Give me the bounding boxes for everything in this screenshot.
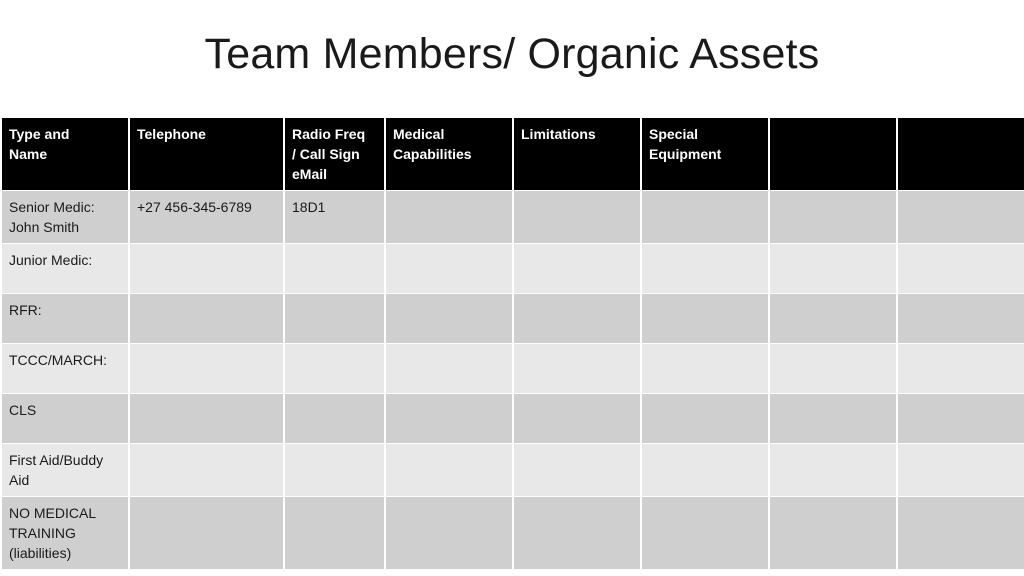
cell-medical-capabilities — [385, 344, 513, 394]
header-medical-capabilities: Medical Capabilities — [385, 118, 513, 191]
cell-type-and-name: RFR: — [1, 294, 129, 344]
cell-limitations — [513, 497, 641, 570]
cell-blank-2 — [897, 497, 1024, 570]
cell-type-and-name: NO MEDICAL TRAINING (liabilities) — [1, 497, 129, 570]
header-blank-1 — [769, 118, 897, 191]
cell-medical-capabilities — [385, 294, 513, 344]
cell-radio-freq — [284, 444, 385, 497]
cell-type-and-name: CLS — [1, 394, 129, 444]
cell-medical-capabilities — [385, 497, 513, 570]
cell-type-and-name: TCCC/MARCH: — [1, 344, 129, 394]
cell-type-and-name: Senior Medic: John Smith — [1, 191, 129, 244]
cell-special-equipment — [641, 444, 769, 497]
cell-telephone — [129, 497, 284, 570]
table-row — [1, 444, 1024, 497]
cell-radio-freq: 18D1 — [284, 191, 385, 244]
cell-telephone: +27 456-345-6789 — [129, 191, 284, 244]
cell-blank-2 — [897, 244, 1024, 294]
page-title: Team Members/ Organic Assets — [204, 30, 820, 78]
cell-blank-2 — [897, 294, 1024, 344]
header-telephone: Telephone — [129, 118, 284, 191]
table-row — [1, 294, 1024, 344]
header-type-and-name: Type and Name — [1, 118, 129, 191]
cell-medical-capabilities — [385, 394, 513, 444]
cell-limitations — [513, 444, 641, 497]
cell-blank-2 — [897, 444, 1024, 497]
cell-limitations — [513, 394, 641, 444]
cell-radio-freq — [284, 394, 385, 444]
cell-limitations — [513, 191, 641, 244]
cell-blank-1 — [769, 394, 897, 444]
table-row — [1, 244, 1024, 294]
cell-special-equipment — [641, 394, 769, 444]
cell-telephone — [129, 394, 284, 444]
cell-blank-1 — [769, 344, 897, 394]
cell-telephone — [129, 244, 284, 294]
cell-medical-capabilities — [385, 444, 513, 497]
cell-limitations — [513, 344, 641, 394]
table-body — [1, 191, 1024, 570]
header-limitations: Limitations — [513, 118, 641, 191]
cell-special-equipment — [641, 294, 769, 344]
cell-special-equipment — [641, 497, 769, 570]
table-row — [1, 191, 1024, 244]
cell-telephone — [129, 444, 284, 497]
table-row — [1, 394, 1024, 444]
cell-blank-2 — [897, 394, 1024, 444]
table-row — [1, 344, 1024, 394]
table-row — [1, 497, 1024, 570]
cell-radio-freq — [284, 244, 385, 294]
cell-radio-freq — [284, 344, 385, 394]
header-radio-freq: Radio Freq / Call Sign eMail — [284, 118, 385, 191]
cell-blank-1 — [769, 497, 897, 570]
cell-blank-1 — [769, 294, 897, 344]
cell-radio-freq — [284, 294, 385, 344]
cell-type-and-name: First Aid/Buddy Aid — [1, 444, 129, 497]
cell-limitations — [513, 294, 641, 344]
cell-blank-2 — [897, 191, 1024, 244]
header-special-equipment: Special Equipment — [641, 118, 769, 191]
cell-telephone — [129, 344, 284, 394]
cell-type-and-name: Junior Medic: — [1, 244, 129, 294]
header-row — [1, 118, 1024, 191]
cell-medical-capabilities — [385, 244, 513, 294]
cell-blank-2 — [897, 344, 1024, 394]
cell-special-equipment — [641, 191, 769, 244]
team-members-table — [0, 117, 1024, 570]
cell-limitations — [513, 244, 641, 294]
cell-blank-1 — [769, 444, 897, 497]
cell-medical-capabilities — [385, 191, 513, 244]
cell-blank-1 — [769, 244, 897, 294]
cell-special-equipment — [641, 344, 769, 394]
cell-radio-freq — [284, 497, 385, 570]
header-blank-2 — [897, 118, 1024, 191]
cell-telephone — [129, 294, 284, 344]
cell-special-equipment — [641, 244, 769, 294]
cell-blank-1 — [769, 191, 897, 244]
table-header — [1, 118, 1024, 191]
